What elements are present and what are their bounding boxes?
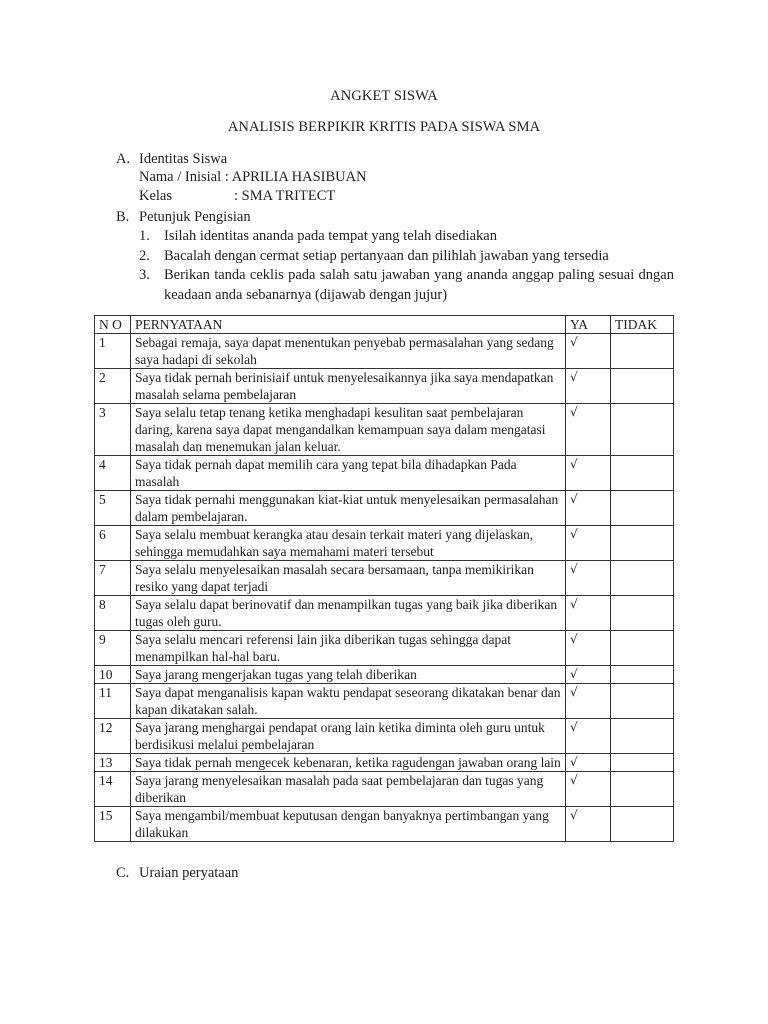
row-statement: Saya tidak pernah berinisiaif untuk menyelesaikannya jika saya mendapatkan masalah selama pembelajaran (131, 369, 566, 404)
section-c-letter: C. (116, 865, 130, 881)
table-row (95, 807, 674, 842)
row-number: 12 (95, 719, 131, 754)
row-tidak-mark (611, 719, 674, 754)
table-row (95, 526, 674, 561)
row-ya-mark: √ (566, 754, 611, 772)
section-b-heading (116, 208, 251, 228)
row-number: 13 (95, 754, 131, 772)
row-tidak-mark (611, 807, 674, 842)
instruction-number: 3. (139, 267, 150, 283)
table-row (95, 369, 674, 404)
table-row (95, 666, 674, 684)
row-number: 4 (95, 456, 131, 491)
table-body (95, 334, 674, 842)
row-statement: Saya jarang menghargai pendapat orang lain ketika diminta oleh guru untuk berdisikusi melalui pembelajaran (131, 719, 566, 754)
row-tidak-mark (611, 334, 674, 369)
student-class (139, 188, 335, 205)
instructions-list (139, 227, 674, 305)
row-ya-mark: √ (566, 491, 611, 526)
row-number: 8 (95, 596, 131, 631)
table-row (95, 719, 674, 754)
row-statement: Saya selalu mencari referensi lain jika diberikan tugas sehingga dapat menampilkan hal-hal baru. (131, 631, 566, 666)
document-title: ANGKET SISWA (330, 88, 438, 104)
document-subtitle: ANALISIS BERPIKIR KRITIS PADA SISWA SMA (227, 119, 541, 135)
row-tidak-mark (611, 684, 674, 719)
row-number: 5 (95, 491, 131, 526)
header-statement: PERNYATAAN (131, 316, 566, 334)
table-row (95, 596, 674, 631)
row-ya-mark: √ (566, 666, 611, 684)
row-ya-mark: √ (566, 596, 611, 631)
row-tidak-mark (611, 772, 674, 807)
row-number: 10 (95, 666, 131, 684)
row-statement: Saya selalu menyelesaikan masalah secara bersamaan, tanpa memikirikan resiko yang dapat terjadi (131, 561, 566, 596)
row-statement: Saya dapat menganalisis kapan waktu pendapat seseorang dikatakan benar dan kapan dikatakan salah. (131, 684, 566, 719)
table-row (95, 491, 674, 526)
table-row (95, 631, 674, 666)
row-statement: Saya tidak pernah dapat memilih cara yang tepat bila dihadapkan Pada masalah (131, 456, 566, 491)
row-ya-mark: √ (566, 561, 611, 596)
table-row (95, 684, 674, 719)
row-number: 6 (95, 526, 131, 561)
table-header-row (95, 316, 674, 334)
row-tidak-mark (611, 526, 674, 561)
header-no: N O (95, 316, 131, 334)
table-row (95, 404, 674, 456)
row-statement: Saya mengambil/membuat keputusan dengan banyaknya pertimbangan yang dilakukan (131, 807, 566, 842)
table-row (95, 334, 674, 369)
row-tidak-mark (611, 561, 674, 596)
row-statement: Saya selalu membuat kerangka atau desain terkait materi yang dijelaskan, sehingga memudahkan saya memahami materi tersebut (131, 526, 566, 561)
row-statement: Saya selalu tetap tenang ketika menghadapi kesulitan saat pembelajaran daring, karena saya dapat mengandalkan kemampuan saya dalam mengatasi masalah dan menemukan jalan keluar. (131, 404, 566, 456)
row-tidak-mark (611, 404, 674, 456)
instruction-item (139, 227, 674, 247)
header-ya: YA (566, 316, 611, 334)
row-number: 15 (95, 807, 131, 842)
row-ya-mark: √ (566, 526, 611, 561)
row-number: 14 (95, 772, 131, 807)
row-number: 9 (95, 631, 131, 666)
questionnaire-table (94, 315, 674, 842)
row-tidak-mark (611, 631, 674, 666)
class-value: : SMA TRITECT (234, 188, 336, 204)
row-number: 11 (95, 684, 131, 719)
table-row (95, 754, 674, 772)
row-statement: Saya selalu dapat berinovatif dan menampilkan tugas yang baik jika diberikan tugas oleh guru. (131, 596, 566, 631)
header-tidak: TIDAK (611, 316, 674, 334)
instruction-number: 2. (139, 247, 150, 264)
section-b-letter: B. (116, 209, 130, 225)
section-c-title: Uraian peryataan (139, 865, 239, 881)
row-tidak-mark (611, 456, 674, 491)
section-a-letter: A. (116, 151, 131, 167)
row-tidak-mark (611, 754, 674, 772)
instruction-text: Isilah identitas ananda pada tempat yang telah disediakan (164, 228, 497, 244)
row-tidak-mark (611, 666, 674, 684)
class-label: Kelas (139, 188, 173, 204)
row-tidak-mark (611, 596, 674, 631)
instruction-number: 1. (139, 228, 150, 244)
row-tidak-mark (611, 369, 674, 404)
instruction-item (139, 247, 674, 267)
instruction-text: Bacalah dengan cermat setiap pertanyaan dan pilihlah jawaban yang tersedia (164, 247, 609, 264)
row-statement: Saya jarang mengerjakan tugas yang telah diberikan (131, 666, 566, 684)
section-a-heading (116, 150, 227, 170)
row-ya-mark: √ (566, 719, 611, 754)
row-ya-mark: √ (566, 369, 611, 404)
instruction-item (139, 266, 674, 305)
row-statement: Saya jarang menyelesaikan masalah pada saat pembelajaran dan tugas yang diberikan (131, 772, 566, 807)
table-row (95, 456, 674, 491)
row-ya-mark: √ (566, 772, 611, 807)
row-number: 3 (95, 404, 131, 456)
row-ya-mark: √ (566, 404, 611, 456)
row-tidak-mark (611, 491, 674, 526)
row-ya-mark: √ (566, 807, 611, 842)
section-c-heading (116, 864, 238, 884)
row-number: 1 (95, 334, 131, 369)
row-statement: Sebagai remaja, saya dapat menentukan penyebab permasalahan yang sedang saya hadapi di sekolah (131, 334, 566, 369)
section-a-title: Identitas Siswa (139, 151, 228, 167)
student-name: Nama / Inisial : APRILIA HASIBUAN (139, 169, 367, 185)
row-ya-mark: √ (566, 456, 611, 491)
instruction-text: Berikan tanda ceklis pada salah satu jawaban yang ananda anggap paling sesuai dngan keadaan anda sebanarnya (dijawab dengan jujur) (164, 267, 674, 303)
table-row (95, 561, 674, 596)
row-ya-mark: √ (566, 631, 611, 666)
row-statement: Saya tidak pernahi menggunakan kiat-kiat untuk menyelesaikan permasalahan dalam pembelajaran. (131, 491, 566, 526)
row-ya-mark: √ (566, 684, 611, 719)
row-ya-mark: √ (566, 334, 611, 369)
table-row (95, 772, 674, 807)
row-number: 2 (95, 369, 131, 404)
row-number: 7 (95, 561, 131, 596)
row-statement: Saya tidak pernah mengecek kebenaran, ketika ragudengan jawaban orang lain (131, 754, 566, 772)
section-b-title: Petunjuk Pengisian (139, 209, 251, 225)
